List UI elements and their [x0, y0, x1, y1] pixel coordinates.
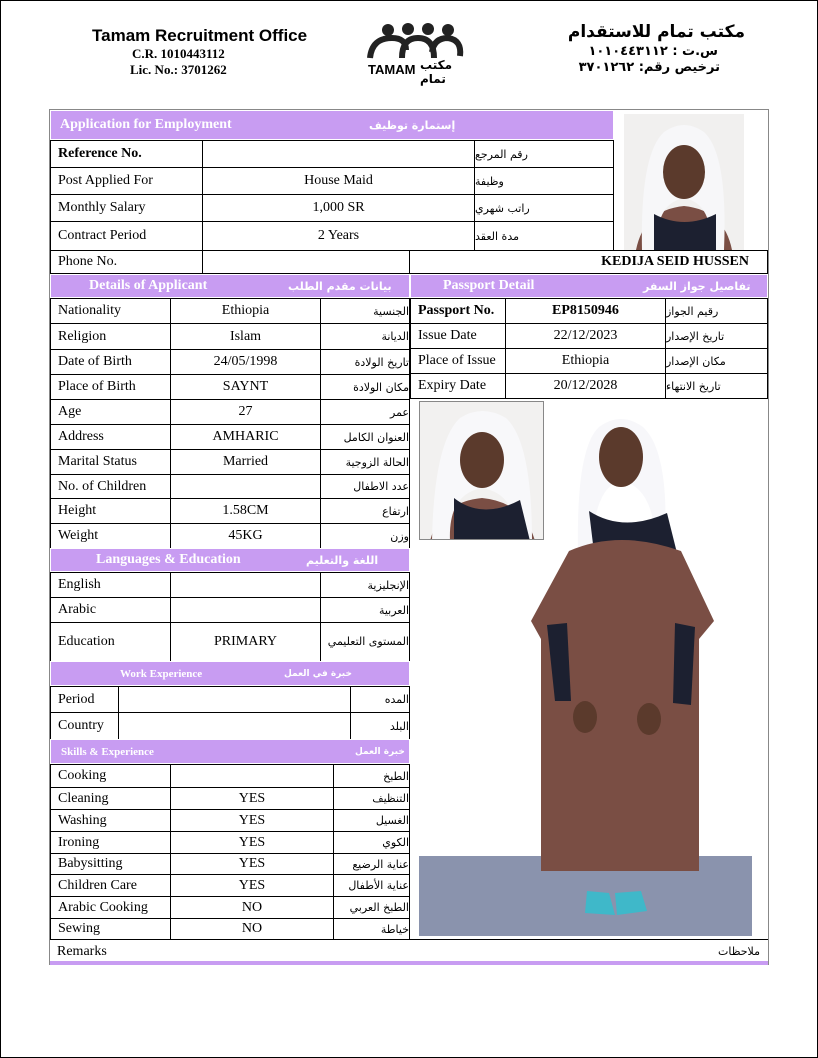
application-row-value: 1,000 SR [202, 194, 475, 222]
skill-row-label-ar: الكوي [333, 831, 410, 854]
applicant-row-label-ar: ارتفاع [320, 498, 410, 524]
work-title-ar: خبرة في العمل [284, 668, 352, 679]
skill-row-value: NO [170, 918, 334, 940]
applicant-row-label: Marital Status [50, 449, 171, 475]
language-row-label-ar: الإنجليزية [320, 572, 410, 598]
skill-row-value: YES [170, 787, 334, 810]
applicant-row-value: 45KG [170, 523, 321, 549]
applicant-row-value: SAYNT [170, 374, 321, 400]
skill-row-value: YES [170, 831, 334, 854]
skill-row-label-ar: عناية الأطفال [333, 874, 410, 897]
remarks-label-ar: ملاحظات [718, 945, 760, 958]
application-section-header [50, 110, 614, 140]
application-title-en: Application for Employment [60, 117, 232, 132]
application-row-value: 2 Years [202, 221, 475, 251]
remarks-row [50, 939, 768, 963]
skill-row-label-ar: التنظيف [333, 787, 410, 810]
language-row-label: Education [50, 622, 171, 662]
work-row-label-ar: المده [350, 686, 410, 713]
passport-row-value: Ethiopia [505, 348, 666, 374]
work-title-en: Work Experience [120, 667, 203, 680]
logo-text-ar: مكتب تمام [420, 58, 453, 86]
applicant-headshot-photo [419, 401, 544, 540]
skill-row-label: Ironing [50, 831, 171, 854]
passport-row-label-ar: تاريخ الإصدار [665, 323, 768, 349]
language-row-label-ar: المستوى التعليمي [320, 622, 410, 662]
applicant-row-label-ar: الحالة الزوجية [320, 449, 410, 475]
applicant-row-value: Ethiopia [170, 298, 321, 324]
skill-row-label: Children Care [50, 874, 171, 897]
language-row-value: PRIMARY [170, 622, 321, 662]
applicant-row-label-ar: الديانة [320, 323, 410, 350]
applicant-title-en: Details of Applicant [89, 278, 208, 293]
passport-row-label: Issue Date [410, 323, 506, 349]
skill-row-label: Cooking [50, 764, 171, 788]
cr-number-ar: س.ت : ١٠١٠٤٤٣١١٢ [588, 44, 718, 59]
passport-row-value: 20/12/2028 [505, 373, 666, 399]
skill-row-label: Sewing [50, 918, 171, 940]
skill-row-label: Arabic Cooking [50, 896, 171, 919]
applicant-row-value: Islam [170, 323, 321, 350]
languages-title-en: Languages & Education [96, 552, 241, 567]
skill-row-label-ar: الطبخ العربي [333, 896, 410, 919]
application-title-ar: إستمارة توظيف [369, 118, 456, 132]
skill-row-label-ar: الطبخ [333, 764, 410, 788]
application-row-value [202, 140, 475, 168]
applicant-row-label: Height [50, 498, 171, 524]
languages-title-ar: اللغة والتعليم [306, 553, 379, 567]
remarks-underline [50, 961, 768, 965]
license-number-ar: ترخيص رقم: ٣٧٠١٢٦٢ [578, 60, 720, 75]
skill-row-label-ar: خياطة [333, 918, 410, 940]
applicant-row-label-ar: عمر [320, 399, 410, 425]
applicant-row-label-ar: تاريخ الولادة [320, 349, 410, 375]
passport-row-label: Place of Issue [410, 348, 506, 374]
company-logo [362, 20, 482, 86]
applicant-row-label-ar: وزن [320, 523, 410, 549]
applicant-row-label: Religion [50, 323, 171, 350]
applicant-title-ar: بيانات مقدم الطلب [288, 279, 392, 293]
application-row-label: Post Applied For [50, 167, 203, 195]
application-row-label: Reference No. [50, 140, 203, 168]
applicant-portrait-photo [624, 114, 744, 250]
skill-row-value [170, 764, 334, 788]
passport-title-ar: تفاصيل جواز السفر [643, 279, 751, 293]
applicant-row-value: 27 [170, 399, 321, 425]
applicant-name: KEDIJA SEID HUSSEN [409, 250, 768, 274]
skill-row-value: YES [170, 874, 334, 897]
work-section-header [50, 661, 410, 686]
work-row-label-ar: البلد [350, 712, 410, 740]
skills-title-ar: خبرة العمل [355, 746, 405, 757]
application-row-label-ar: راتب شهري [474, 194, 614, 222]
application-row-label-ar: وظيفة [474, 167, 614, 195]
applicant-row-value: AMHARIC [170, 424, 321, 450]
applicant-row-value: 24/05/1998 [170, 349, 321, 375]
skill-row-label-ar: الغسيل [333, 809, 410, 832]
phone-value [202, 250, 410, 274]
skill-row-value: NO [170, 896, 334, 919]
applicant-row-label-ar: مكان الولادة [320, 374, 410, 400]
skill-row-value: YES [170, 853, 334, 875]
applicant-row-value: Married [170, 449, 321, 475]
passport-row-label-ar: رقيم الجواز [665, 298, 768, 324]
skills-title-en: Skills & Experience [61, 745, 154, 758]
skill-row-label: Babysitting [50, 853, 171, 875]
passport-section-header [410, 274, 768, 298]
applicant-row-value [170, 474, 321, 499]
applicant-row-label: No. of Children [50, 474, 171, 499]
applicant-row-label-ar: عدد الاطفال [320, 474, 410, 499]
applicant-row-label: Place of Birth [50, 374, 171, 400]
applicant-row-label: Nationality [50, 298, 171, 324]
language-row-value [170, 572, 321, 598]
application-row-label-ar: رقم المرجع [474, 140, 614, 168]
applicant-row-label: Weight [50, 523, 171, 549]
passport-row-label: Expiry Date [410, 373, 506, 399]
company-name-ar: مكتب تمام للاستقدام [567, 22, 745, 42]
skills-section-header [50, 739, 410, 764]
work-row-value [118, 686, 351, 713]
license-number-en: Lic. No.: 3701262 [130, 62, 227, 77]
skill-row-value: YES [170, 809, 334, 832]
skill-row-label: Washing [50, 809, 171, 832]
applicant-row-label-ar: العنوان الكامل [320, 424, 410, 450]
work-row-label: Country [50, 712, 119, 740]
cr-number-en: C.R. 1010443112 [132, 46, 225, 61]
applicant-row-label: Address [50, 424, 171, 450]
language-row-value [170, 597, 321, 623]
applicant-row-label: Date of Birth [50, 349, 171, 375]
passport-title-en: Passport Detail [443, 278, 535, 293]
skill-row-label: Cleaning [50, 787, 171, 810]
applicant-row-label: Age [50, 399, 171, 425]
passport-row-value: EP8150946 [505, 298, 666, 324]
passport-row-value: 22/12/2023 [505, 323, 666, 349]
application-row-label: Monthly Salary [50, 194, 203, 222]
languages-section-header [50, 548, 410, 572]
application-row-label: Contract Period [50, 221, 203, 251]
language-row-label: Arabic [50, 597, 171, 623]
application-row-value: House Maid [202, 167, 475, 195]
language-row-label: English [50, 572, 171, 598]
phone-label: Phone No. [50, 250, 203, 274]
remarks-label: Remarks [57, 943, 107, 959]
skill-row-label-ar: عناية الرضيع [333, 853, 410, 875]
applicant-row-label-ar: الجنسية [320, 298, 410, 324]
company-name-en: Tamam Recruitment Office [92, 26, 308, 45]
passport-row-label-ar: مكان الإصدار [665, 348, 768, 374]
language-row-label-ar: العربية [320, 597, 410, 623]
application-row-label-ar: مدة العقد [474, 221, 614, 251]
applicant-section-header [50, 274, 410, 298]
passport-row-label: Passport No. [410, 298, 506, 324]
work-row-label: Period [50, 686, 119, 713]
passport-row-label-ar: تاريخ الانتهاء [665, 373, 768, 399]
applicant-row-value: 1.58CM [170, 498, 321, 524]
work-row-value [118, 712, 351, 740]
logo-text-en: TAMAM [368, 62, 416, 77]
